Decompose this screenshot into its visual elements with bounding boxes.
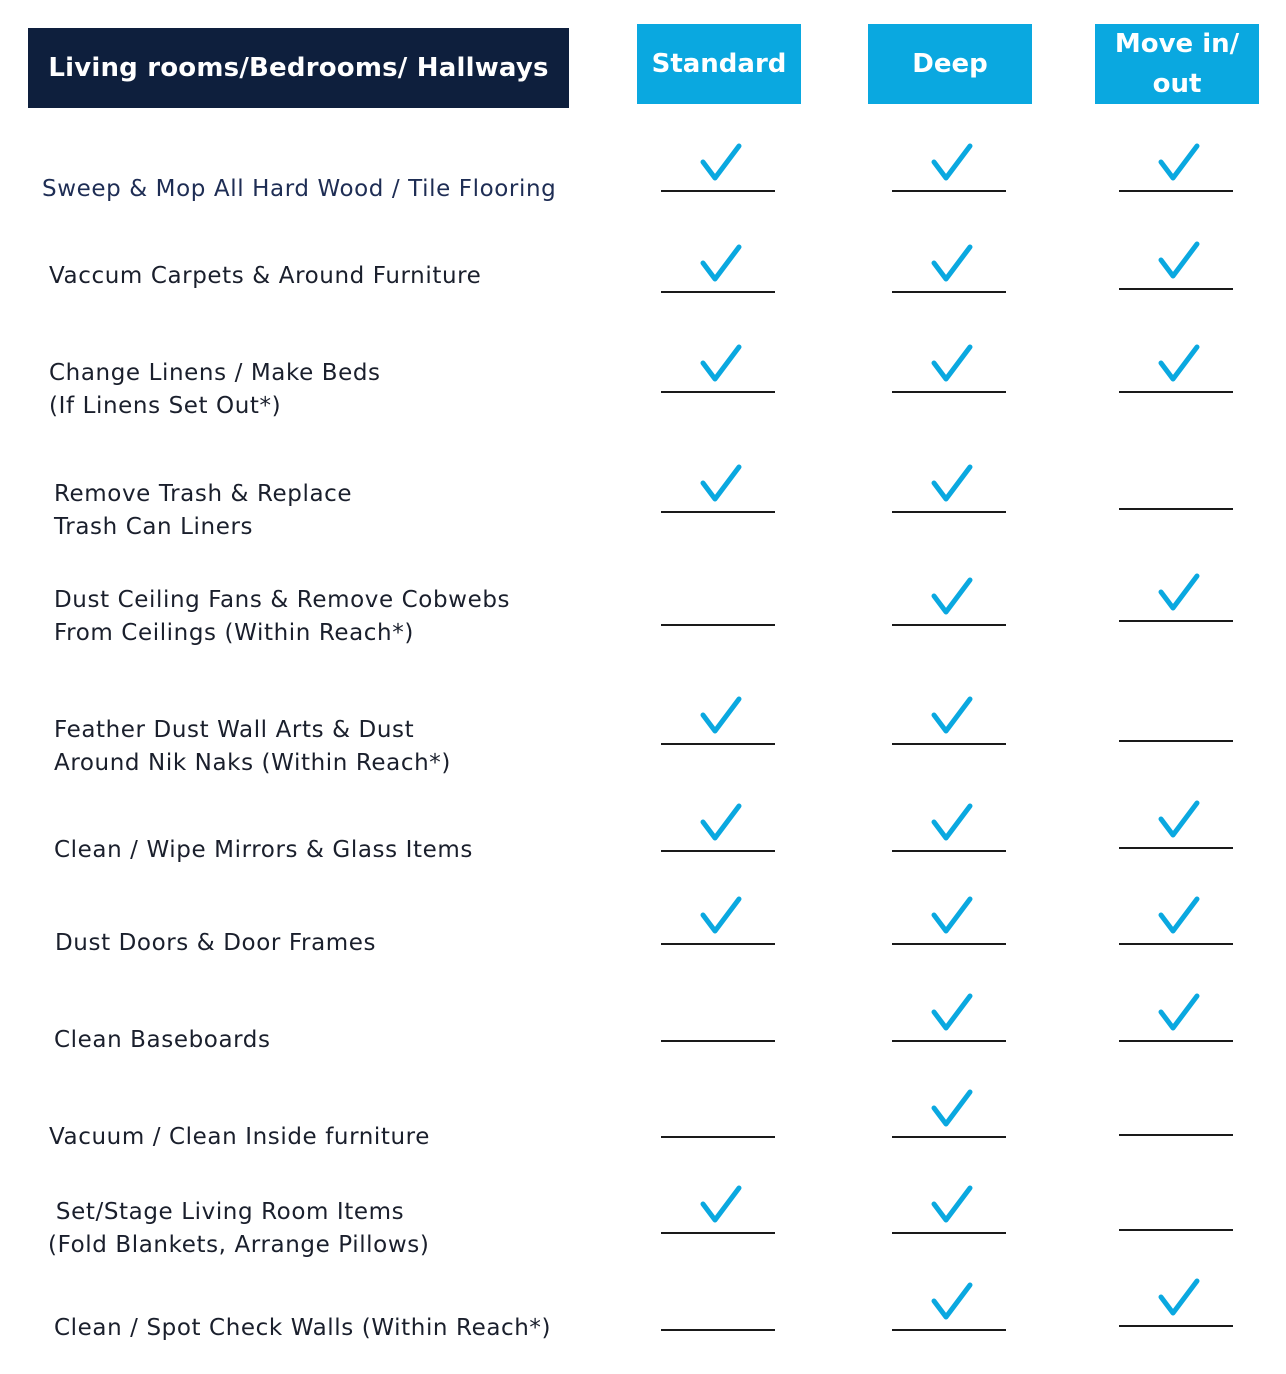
section-title: Living rooms/Bedrooms/ Hallways: [28, 28, 569, 108]
checkbox-standard: [661, 792, 775, 852]
answer-line: [892, 291, 1006, 293]
answer-line: [661, 1329, 775, 1331]
checkbox-deep: [892, 132, 1006, 192]
answer-line: [1119, 288, 1233, 290]
answer-line: [892, 1232, 1006, 1234]
answer-line: [661, 291, 775, 293]
checkbox-deep: [892, 1078, 1006, 1138]
checkbox-deep: [892, 982, 1006, 1042]
column-header-standard: [637, 24, 801, 104]
answer-line: [892, 743, 1006, 745]
task-label: Set/Stage Living Room Items (Fold Blankets, Arrange Pillows): [48, 1199, 430, 1258]
check-icon: [699, 142, 743, 184]
answer-line: [1119, 1325, 1233, 1327]
check-icon: [1157, 572, 1201, 614]
task-label: Clean Baseboards: [54, 1027, 271, 1053]
checkbox-deep: [892, 1174, 1006, 1234]
checkbox-move-in-out: [1119, 230, 1233, 290]
checkbox-move-in-out: [1119, 132, 1233, 192]
checkbox-deep: [892, 566, 1006, 626]
checkbox-move-in-out: [1119, 1076, 1233, 1136]
answer-line: [661, 511, 775, 513]
answer-line: [892, 624, 1006, 626]
task-label: Change Linens / Make Beds (If Linens Set Out*): [49, 360, 381, 419]
checkbox-standard: [661, 1271, 775, 1331]
check-icon: [699, 343, 743, 385]
checkbox-move-in-out: [1119, 682, 1233, 742]
answer-line: [661, 1232, 775, 1234]
column-header-deep-label: Deep: [912, 49, 988, 79]
checkbox-move-in-out: [1119, 450, 1233, 510]
checkbox-move-in-out: [1119, 1267, 1233, 1327]
answer-line: [892, 391, 1006, 393]
checkbox-move-in-out: [1119, 333, 1233, 393]
column-header-move-in-out: [1095, 24, 1259, 104]
check-icon: [699, 463, 743, 505]
task-label: Dust Doors & Door Frames: [55, 930, 377, 956]
checkbox-move-in-out: [1119, 789, 1233, 849]
check-icon: [1157, 895, 1201, 937]
task-label: Vaccum Carpets & Around Furniture: [49, 263, 482, 289]
checkbox-standard: [661, 132, 775, 192]
task-label: Remove Trash & Replace Trash Can Liners: [54, 481, 353, 540]
answer-line: [892, 943, 1006, 945]
checkbox-standard: [661, 982, 775, 1042]
answer-line: [1119, 1134, 1233, 1136]
answer-line: [661, 850, 775, 852]
answer-line: [892, 190, 1006, 192]
checkbox-deep: [892, 792, 1006, 852]
answer-line: [661, 1040, 775, 1042]
answer-line: [892, 850, 1006, 852]
check-icon: [699, 802, 743, 844]
check-icon: [930, 1281, 974, 1323]
check-icon: [930, 1088, 974, 1130]
answer-line: [661, 943, 775, 945]
check-icon: [930, 895, 974, 937]
checkbox-standard: [661, 333, 775, 393]
answer-line: [892, 1136, 1006, 1138]
check-icon: [1157, 142, 1201, 184]
checkbox-standard: [661, 1078, 775, 1138]
checkbox-standard: [661, 885, 775, 945]
task-label: Vacuum / Clean Inside furniture: [49, 1124, 430, 1150]
checkbox-standard: [661, 233, 775, 293]
column-header-standard-label: Standard: [651, 49, 787, 79]
check-icon: [930, 142, 974, 184]
task-label: Clean / Wipe Mirrors & Glass Items: [54, 837, 473, 863]
answer-line: [661, 190, 775, 192]
check-icon: [1157, 799, 1201, 841]
answer-line: [1119, 1229, 1233, 1231]
column-header-move-in-out-label: Move in/ out: [1114, 29, 1240, 99]
task-label: Sweep & Mop All Hard Wood / Tile Flooring: [42, 176, 557, 202]
checkbox-deep: [892, 1271, 1006, 1331]
check-icon: [1157, 343, 1201, 385]
checkbox-move-in-out: [1119, 982, 1233, 1042]
answer-line: [661, 624, 775, 626]
check-icon: [930, 576, 974, 618]
task-label: Clean / Spot Check Walls (Within Reach*): [54, 1315, 552, 1341]
checkbox-move-in-out: [1119, 1171, 1233, 1231]
answer-line: [1119, 620, 1233, 622]
answer-line: [661, 391, 775, 393]
check-icon: [1157, 1277, 1201, 1319]
answer-line: [892, 1040, 1006, 1042]
answer-line: [1119, 740, 1233, 742]
check-icon: [930, 802, 974, 844]
check-icon: [699, 895, 743, 937]
checkbox-standard: [661, 453, 775, 513]
check-icon: [930, 695, 974, 737]
checkbox-standard: [661, 1174, 775, 1234]
checkbox-move-in-out: [1119, 885, 1233, 945]
check-icon: [699, 695, 743, 737]
answer-line: [1119, 508, 1233, 510]
answer-line: [661, 743, 775, 745]
column-header-deep: [868, 24, 1032, 104]
checkbox-standard: [661, 685, 775, 745]
checkbox-deep: [892, 333, 1006, 393]
answer-line: [892, 1329, 1006, 1331]
check-icon: [930, 463, 974, 505]
checkbox-standard: [661, 566, 775, 626]
answer-line: [661, 1136, 775, 1138]
check-icon: [930, 1184, 974, 1226]
checkbox-deep: [892, 685, 1006, 745]
check-icon: [930, 243, 974, 285]
task-label: Dust Ceiling Fans & Remove Cobwebs From Ceilings (Within Reach*): [54, 587, 511, 646]
checkbox-deep: [892, 885, 1006, 945]
check-icon: [930, 992, 974, 1034]
answer-line: [1119, 1040, 1233, 1042]
answer-line: [1119, 391, 1233, 393]
task-label: Feather Dust Wall Arts & Dust Around Nik Naks (Within Reach*): [54, 717, 451, 776]
check-icon: [930, 343, 974, 385]
checkbox-deep: [892, 453, 1006, 513]
checkbox-deep: [892, 233, 1006, 293]
answer-line: [1119, 847, 1233, 849]
check-icon: [1157, 992, 1201, 1034]
answer-line: [892, 511, 1006, 513]
check-icon: [699, 243, 743, 285]
answer-line: [1119, 190, 1233, 192]
answer-line: [1119, 943, 1233, 945]
check-icon: [1157, 240, 1201, 282]
check-icon: [699, 1184, 743, 1226]
checkbox-move-in-out: [1119, 562, 1233, 622]
